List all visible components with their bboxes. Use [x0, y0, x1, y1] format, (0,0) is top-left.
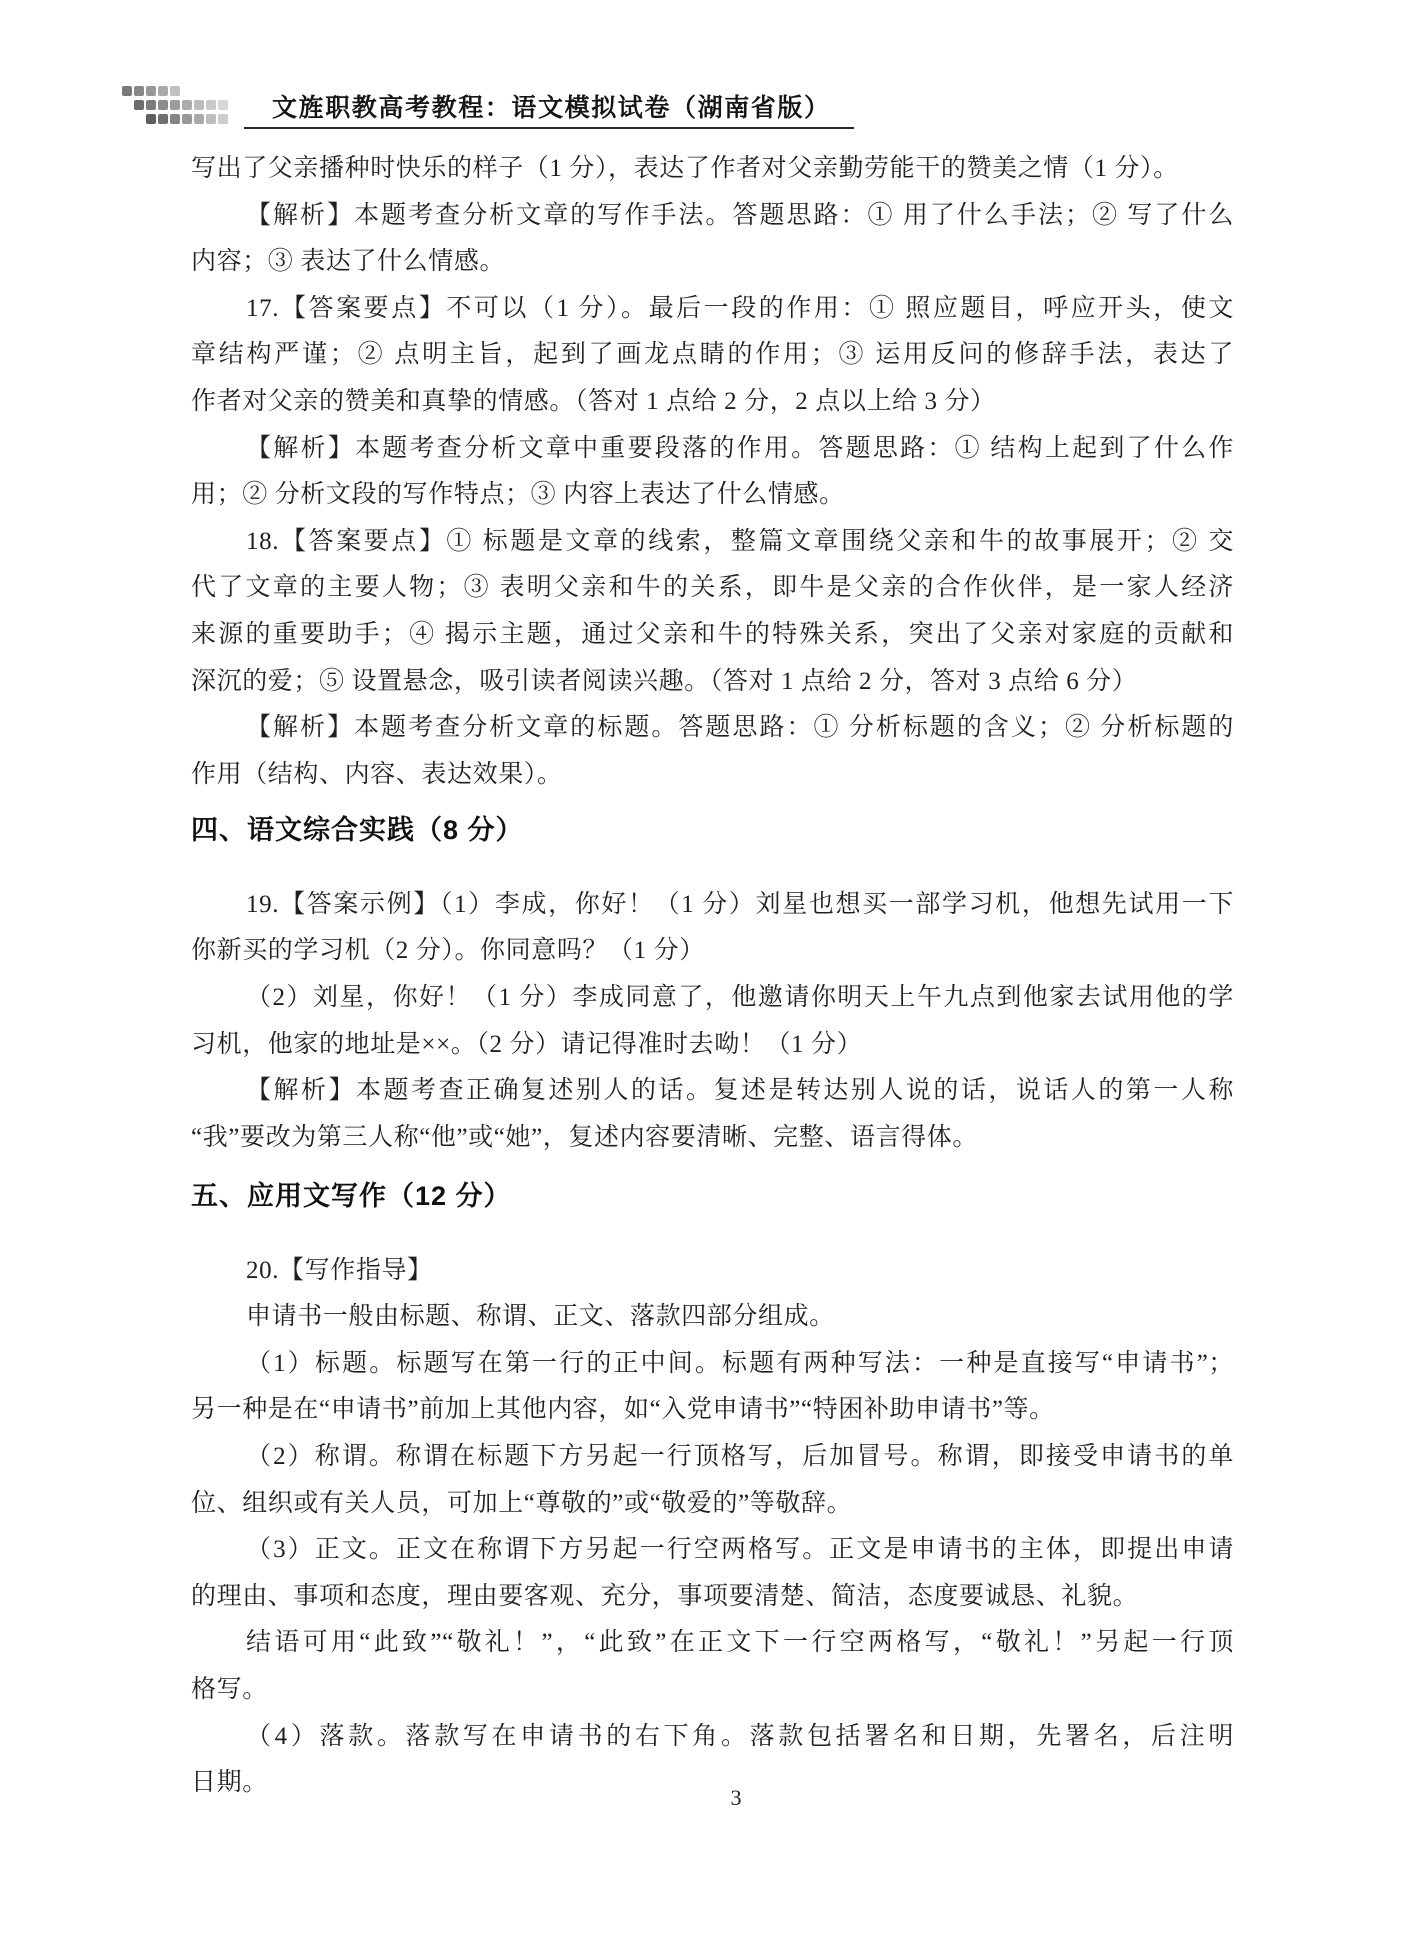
header-dot: [170, 114, 180, 124]
page-header: [0, 0, 1404, 140]
header-dot: [170, 100, 180, 110]
q17: [191, 286, 1234, 519]
header-decoration: [120, 84, 232, 132]
header-title: 文旌职教高考教程：语文模拟试卷（湖南省版）: [272, 94, 831, 122]
q19-answer2-line: （2）刘星，你好！（1 分）李成同意了，他邀请你明天上午九点到他家去试用他的学: [246, 983, 1234, 1011]
q17-analysis-line: 用；② 分析文段的写作特点；③ 内容上表达了什么情感。: [191, 481, 845, 509]
section5-heading: 五、应用文写作（12 分）: [191, 1181, 512, 1212]
q18-analysis-line: 作用（结构、内容、表达效果）。: [191, 760, 563, 788]
header-dot: [158, 86, 168, 96]
header-dot: [158, 100, 168, 110]
q17-analysis-line: 【解析】本题考查分析文章中重要段落的作用。答题思路：① 结构上起到了什么作: [246, 434, 1234, 462]
header-dot: [122, 86, 132, 96]
header-dot: [218, 114, 228, 124]
q18: [191, 519, 1234, 799]
q20-point4-line: 日期。: [191, 1769, 268, 1797]
q19-analysis-line: “我”要改为第三人称“他”或“她”，复述内容要清晰、完整、语言得体。: [191, 1123, 978, 1151]
q17-answer-line: 17.【答案要点】不可以（1 分）。最后一段的作用：① 照应题目，呼应开头，使文: [246, 294, 1234, 322]
header-dot: [206, 114, 216, 124]
q20-point4-line: （4）落款。落款写在申请书的右下角。落款包括署名和日期，先署名，后注明: [246, 1722, 1234, 1750]
q20-closing-line: 结语可用“此致”“敬礼！”，“此致”在正文下一行空两格写，“敬礼！”另起一行顶: [246, 1629, 1234, 1657]
q17-answer-line: 作者对父亲的赞美和真挚的情感。（答对 1 点给 2 分，2 点以上给 3 分）: [191, 387, 996, 415]
q16-analysis-line: 内容；③ 表达了什么情感。: [191, 248, 506, 276]
header-dot: [194, 100, 204, 110]
header-dot: [134, 86, 144, 96]
header-dot: [146, 100, 156, 110]
header-dot: [170, 86, 180, 96]
q19: [191, 882, 1234, 1162]
q19-answer1-line: 你新买的学习机（2 分）。你同意吗？（1 分）: [191, 937, 705, 965]
q20-point2-line: 位、组织或有关人员，可加上“尊敬的”或“敬爱的”等敬辞。: [191, 1489, 853, 1517]
q20-point3-line: 的理由、事项和态度，理由要客观、充分，事项要清楚、简洁，态度要诚恳、礼貌。: [191, 1582, 1139, 1610]
header-dot: [182, 100, 192, 110]
header-dot: [158, 114, 168, 124]
q18-answer-line: 代了文章的主要人物；③ 表明父亲和牛的关系，即牛是父亲的合作伙伴，是一家人经济: [191, 574, 1234, 602]
q18-analysis-line: 【解析】本题考查分析文章的标题。答题思路：① 分析标题的含义；② 分析标题的: [246, 714, 1234, 742]
q20-closing-line: 格写。: [191, 1676, 268, 1704]
header-dot: [146, 114, 156, 124]
q20: [191, 1248, 1234, 1807]
q19-answer1-line: 19.【答案示例】（1）李成，你好！（1 分）刘星也想买一部学习机，他想先试用一下: [246, 890, 1234, 918]
header-dot: [194, 114, 204, 124]
q20-intro: 申请书一般由标题、称谓、正文、落款四部分组成。: [246, 1303, 835, 1331]
section4-heading: 四、语文综合实践（8 分）: [191, 815, 524, 846]
q16-continuation: [191, 146, 1234, 286]
q16-analysis-line: 【解析】本题考查分析文章的写作手法。答题思路：① 用了什么手法；② 写了什么: [246, 201, 1234, 229]
q20-title: 20.【写作指导】: [246, 1256, 433, 1284]
q20-point1-line: 另一种是在“申请书”前加上其他内容，如“入党申请书”“特困补助申请书”等。: [191, 1396, 1055, 1424]
header-dot: [206, 100, 216, 110]
q20-point1-line: （1）标题。标题写在第一行的正中间。标题有两种写法：一种是直接写“申请书”；: [246, 1349, 1234, 1377]
q18-answer-line: 深沉的爱；⑤ 设置悬念，吸引读者阅读兴趣。（答对 1 点给 2 分，答对 3 点给 6 分）: [191, 667, 1138, 695]
header-dot: [146, 86, 156, 96]
header-rule: [244, 127, 854, 129]
q19-answer2-line: 习机，他家的地址是××。（2 分）请记得准时去呦！（1 分）: [191, 1030, 863, 1058]
q18-answer-line: 来源的重要助手；④ 揭示主题，通过父亲和牛的特殊关系，突出了父亲对家庭的贡献和: [191, 620, 1234, 648]
header-dot: [182, 114, 192, 124]
q16-answer-line: 写出了父亲播种时快乐的样子（1 分），表达了作者对父亲勤劳能干的赞美之情（1 分）。: [191, 155, 1179, 182]
q20-point2-line: （2）称谓。称谓在标题下方另起一行顶格写，后加冒号。称谓，即接受申请书的单: [246, 1443, 1234, 1471]
q18-answer-line: 18.【答案要点】① 标题是文章的线索，整篇文章围绕父亲和牛的故事展开；② 交: [246, 527, 1234, 555]
q20-point3-line: （3）正文。正文在称谓下方另起一行空两格写。正文是申请书的主体，即提出申请: [246, 1536, 1234, 1564]
header-dot: [134, 100, 144, 110]
header-dot: [218, 100, 228, 110]
q19-analysis-line: 【解析】本题考查正确复述别人的话。复述是转达别人说的话，说话人的第一人称: [246, 1077, 1234, 1105]
page-content: [191, 146, 1234, 1807]
q17-answer-line: 章结构严谨；② 点明主旨，起到了画龙点睛的作用；③ 运用反问的修辞手法，表达了: [191, 341, 1234, 369]
page-number: 3: [730, 1785, 742, 1810]
